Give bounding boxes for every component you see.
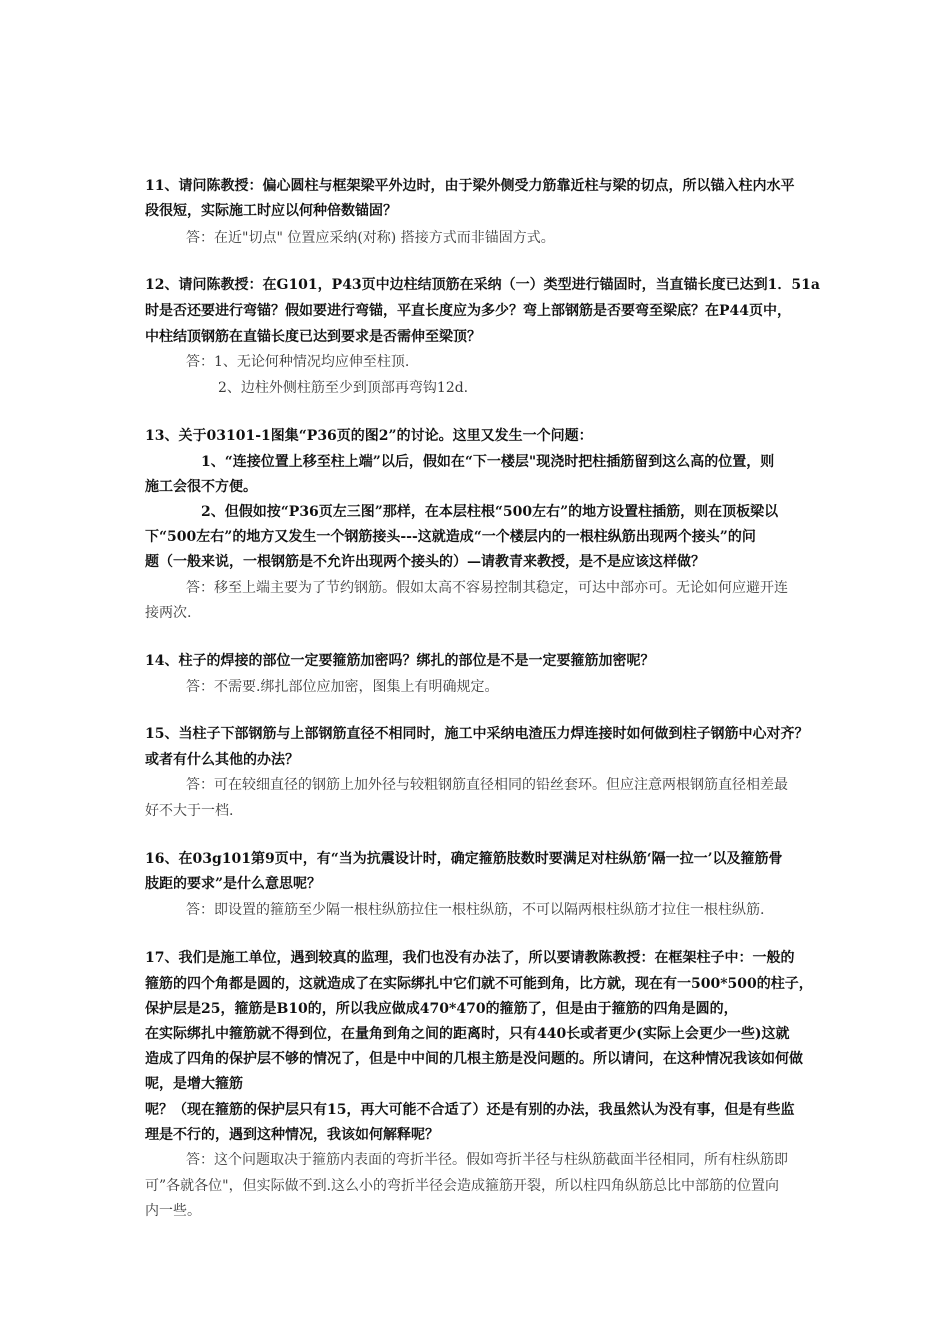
a15-line-1: 答：可在较细直径的钢筋上加外径与较粗钢筋直径相同的铅丝套环。但应注意两根钢筋直径相差最: [186, 777, 788, 793]
a13-line-2: 接两次.: [145, 605, 192, 621]
q16-line-2: 肢距的要求”是什么意思呢？: [145, 876, 322, 892]
q17-line-7: 呢？（现在箍筋的保护层只有15，再大可能不合适了）还是有别的办法，我虽然认为没有事，但是有些监: [145, 1102, 795, 1118]
q13-line-6: 题（一般来说，一根钢筋是不允许出现两个接头的）—请教青来教授，是不是应该这样做？: [145, 554, 705, 570]
q11-line-2: 段很短，实际施工时应以何种倍数锚固？: [145, 203, 397, 219]
a12-line-2: 2、边柱外侧柱筋至少到顶部再弯钩12d.: [218, 380, 469, 396]
q13-line-1: 13、关于03101-1图集“P36页的图2”的讨论。这里又发生一个问题：: [145, 428, 593, 444]
q13-line-5: 下“500左右”的地方又发生一个钢筋接头---这就造成“一个楼层内的一根柱纵筋出现两个接头”的问: [145, 529, 756, 545]
q17-line-5: 造成了四角的保护层不够的情况了，但是中中间的几根主筋是没问题的。所以请问，在这种情况我该如何做: [145, 1051, 803, 1067]
q17-line-4: 在实际绑扎中箍筋就不得到位，在量角到角之间的距离时，只有440长或者更少(实际上会更少一些)这就: [145, 1026, 790, 1042]
a17-line-2: 可”各就各位"，但实际做不到.这么小的弯折半径会造成箍筋开裂，所以柱四角纵筋总比中部筋的位置向: [145, 1178, 780, 1194]
q17-line-3: 保护层是25，箍筋是B10的，所以我应做成470*470的箍筋了，但是由于箍筋的四角是圆的，: [145, 1001, 738, 1017]
q13-line-4: 2、但假如按“P36页左三图”那样，在本层柱根“500左右”的地方设置柱插筋，则在顶板梁以: [201, 504, 779, 520]
a17-line-3: 内一些。: [145, 1203, 201, 1219]
a15-line-2: 好不大于一档.: [145, 803, 234, 819]
q12-line-2: 时是否还要进行弯锚？假如要进行弯锚，平直长度应为多少？弯上部钢筋是否要弯至梁底？在P44页中，: [145, 303, 792, 319]
a12-line-1: 答：1、无论何种情况均应伸至柱顶.: [186, 354, 410, 370]
q12-line-1: 12、请问陈教授：在G101，P43页中边柱结顶筋在采纳（一）类型进行锚固时，当直锚长度已达到1．51a: [145, 277, 820, 293]
a11-line-1: 答：在近"切点" 位置应采纳(对称) 搭接方式而非锚固方式。: [186, 230, 555, 246]
a14-line-1: 答：不需要.绑扎部位应加密，图集上有明确规定。: [186, 679, 499, 695]
q14-line-1: 14、柱子的焊接的部位一定要箍筋加密吗？绑扎的部位是不是一定要箍筋加密呢？: [145, 653, 655, 669]
q12-line-3: 中柱结顶钢筋在直锚长度已达到要求是否需伸至梁顶？: [145, 329, 481, 345]
q17-line-2: 箍筋的四个角都是圆的，这就造成了在实际绑扎中它们就不可能到角，比方就，现在有一500*500的柱子，: [145, 976, 813, 992]
q15-line-2: 或者有什么其他的办法？: [145, 752, 299, 768]
q17-line-1: 17、我们是施工单位，遇到较真的监理，我们也没有办法了，所以要请教陈教授：在框架柱子中：一般的: [145, 950, 795, 966]
a16-line-1: 答：即设置的箍筋至少隔一根柱纵筋拉住一根柱纵筋，不可以隔两根柱纵筋才拉住一根柱纵筋.: [186, 902, 765, 918]
q11-line-1: 11、请问陈教授：偏心圆柱与框架梁平外边时，由于梁外侧受力筋靠近柱与梁的切点，所以锚入柱内水平: [145, 178, 795, 194]
q17-line-6: 呢，是增大箍筋: [145, 1076, 243, 1092]
q13-line-3: 施工会很不方便。: [145, 479, 257, 495]
q17-line-8: 理是不行的，遇到这种情况，我该如何解释呢？: [145, 1127, 439, 1143]
a13-line-1: 答：移至上端主要为了节约钢筋。假如太高不容易控制其稳定，可达中部亦可。无论如何应避开连: [186, 580, 788, 596]
a17-line-1: 答：这个问题取决于箍筋内表面的弯折半径。假如弯折半径与柱纵筋截面半径相同，所有柱纵筋即: [186, 1152, 788, 1168]
q15-line-1: 15、当柱子下部钢筋与上部钢筋直径不相同时，施工中采纳电渣压力焊连接时如何做到柱子钢筋中心对齐？: [145, 726, 809, 742]
q13-line-2: 1、“连接位置上移至柱上端”以后，假如在“下一楼层"现浇时把柱插筋留到这么高的位置，则: [201, 454, 775, 470]
q16-line-1: 16、在03g101第9页中，有“当为抗震设计时，确定箍筋肢数时要满足对柱纵筋‘隔一拉一’以及箍筋骨: [145, 851, 783, 867]
